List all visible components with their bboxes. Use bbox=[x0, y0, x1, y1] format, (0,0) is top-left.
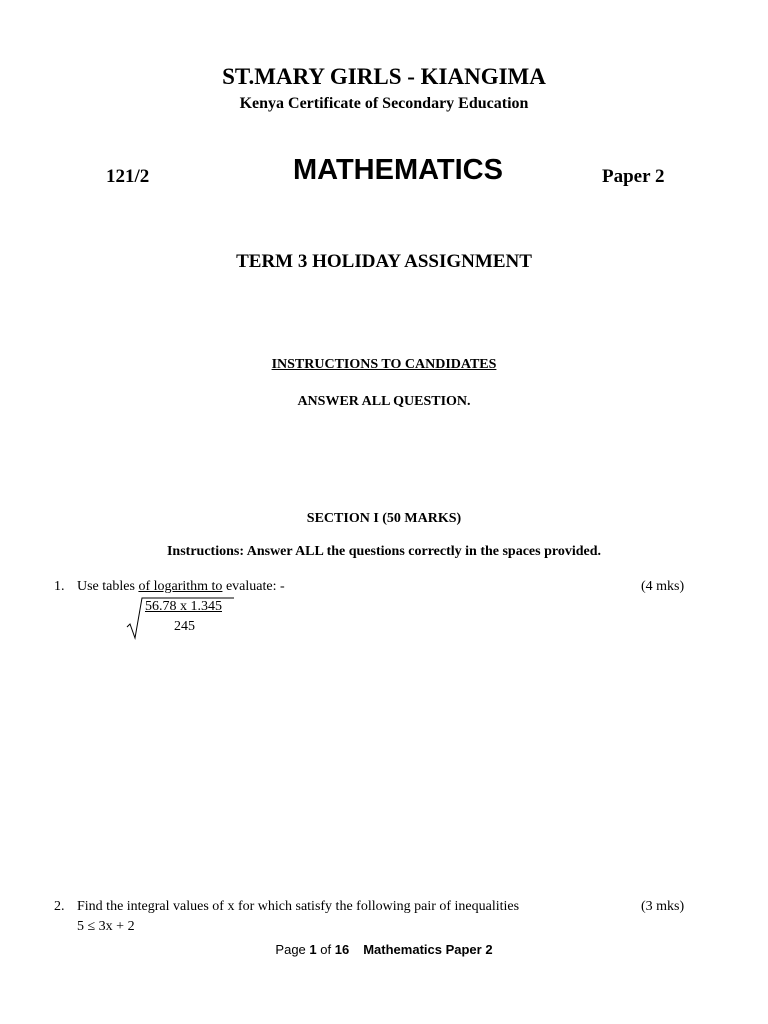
question-1-numerator: 56.78 x 1.345 bbox=[145, 599, 222, 614]
page-footer bbox=[0, 942, 768, 957]
question-1-marks: (4 mks) bbox=[641, 579, 685, 594]
footer-of-word: of bbox=[320, 942, 332, 957]
question-2-number: 2. bbox=[54, 899, 65, 914]
paper-label: Paper 2 bbox=[602, 166, 665, 187]
question-1-text bbox=[77, 579, 285, 595]
question-1-expression bbox=[126, 596, 236, 642]
question-1-text-part2: of logarithm to bbox=[138, 579, 223, 594]
subject-title: MATHEMATICS bbox=[293, 154, 503, 186]
school-name: ST.MARY GIRLS - KIANGIMA bbox=[222, 64, 546, 89]
question-1-text-part3: evaluate: - bbox=[222, 579, 285, 594]
footer-title: Mathematics Paper 2 bbox=[363, 942, 493, 957]
question-1-text-part1: Use tables bbox=[77, 579, 139, 594]
instructions-heading: INSTRUCTIONS TO CANDIDATES bbox=[271, 357, 497, 372]
footer-page-number: 1 bbox=[309, 942, 317, 957]
question-1-number: 1. bbox=[54, 579, 65, 594]
answer-all-instruction: ANSWER ALL QUESTION. bbox=[297, 394, 471, 409]
term-title: TERM 3 HOLIDAY ASSIGNMENT bbox=[236, 251, 532, 272]
question-2-inequality: 5 ≤ 3x + 2 bbox=[77, 919, 135, 934]
section-title: SECTION I (50 MARKS) bbox=[306, 511, 462, 526]
section-instruction: Instructions: Answer ALL the questions correctly in the spaces provided. bbox=[166, 544, 602, 559]
question-1-denominator: 245 bbox=[174, 619, 195, 634]
footer-page-word: Page bbox=[275, 942, 306, 957]
footer-total-pages: 16 bbox=[334, 942, 350, 957]
question-2-text: Find the integral values of x for which satisfy the following pair of inequalities bbox=[77, 899, 520, 914]
question-2-marks: (3 mks) bbox=[641, 899, 685, 914]
paper-code: 121/2 bbox=[106, 166, 150, 187]
exam-body: Kenya Certificate of Secondary Education bbox=[239, 95, 529, 112]
